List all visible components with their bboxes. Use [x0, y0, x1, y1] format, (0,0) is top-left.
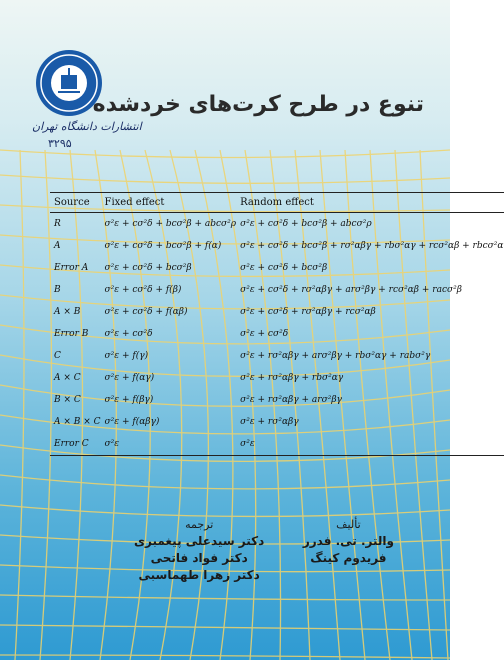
- source-cell: Error A: [54, 263, 89, 273]
- fixed-effect-cell: σ²ε: [104, 439, 120, 449]
- source-cell: Error B: [54, 329, 89, 339]
- table-row: [50, 279, 504, 301]
- random-effect-cell: σ²ε + cσ²δ + bcσ²β + abcσ²ρ: [240, 219, 372, 229]
- column-header-source: Source: [54, 197, 90, 208]
- source-cell: A: [54, 241, 61, 251]
- source-cell: R: [54, 219, 61, 229]
- source-cell: B: [54, 285, 61, 295]
- source-cell: C: [54, 351, 61, 361]
- column-header-random-effect: Random effect: [240, 197, 314, 208]
- random-effect-cell: σ²ε + cσ²δ: [240, 329, 289, 339]
- random-effect-cell: σ²ε + rσ²αβγ + arσ²βγ: [240, 395, 342, 405]
- authors-role-label: تألیف: [336, 518, 361, 531]
- fixed-effect-cell: σ²ε + cσ²δ + bcσ²β: [104, 263, 192, 273]
- random-effect-cell: σ²ε + rσ²αβγ: [240, 417, 299, 427]
- fixed-effect-cell: σ²ε + cσ²δ + f(β): [104, 285, 182, 295]
- fixed-effect-cell: σ²ε + cσ²δ: [104, 329, 153, 339]
- source-cell: A × C: [54, 373, 81, 383]
- table-row: [50, 345, 504, 367]
- fixed-effect-cell: σ²ε + cσ²δ + bcσ²β + abcσ²ρ: [104, 219, 237, 229]
- random-effect-cell: σ²ε + cσ²δ + rσ²αβγ + arσ²βγ + rcσ²αβ + racσ²β: [240, 285, 462, 295]
- random-effect-cell: σ²ε + rσ²αβγ + rbσ²αγ: [240, 373, 344, 383]
- author-name: والتر. تی. فدرر: [302, 534, 394, 548]
- fixed-effect-cell: σ²ε + cσ²δ + bcσ²β + f(α): [104, 241, 222, 251]
- table-header-row: [50, 193, 504, 213]
- fixed-effect-cell: σ²ε + f(αγ): [104, 373, 155, 383]
- translators-block: [134, 516, 264, 584]
- fixed-effect-cell: σ²ε + cσ²δ + f(αβ): [104, 307, 188, 317]
- table-row: [50, 323, 504, 345]
- fixed-effect-cell: σ²ε + f(αβγ): [104, 417, 160, 427]
- source-cell: Error C: [54, 439, 89, 449]
- translator-name: دکتر زهرا طهماسبی: [138, 568, 260, 582]
- random-effect-cell: σ²ε + cσ²δ + bcσ²β: [240, 263, 328, 273]
- table-row: [50, 213, 504, 236]
- table-row: [50, 389, 504, 411]
- translator-name: دکتر فواد فاتحی: [150, 551, 248, 565]
- table-row: [50, 235, 504, 257]
- expected-mean-squares-table: [50, 192, 504, 456]
- source-cell: B × C: [54, 395, 81, 405]
- author-name: فریدوم کینگ: [310, 551, 387, 565]
- book-title: تنوع در طرح کرت‌های خردشده: [92, 92, 424, 117]
- table-row: [50, 301, 504, 323]
- table-row: [50, 367, 504, 389]
- table-row: [50, 433, 504, 456]
- translator-name: دکتر سیدعلی پیغمبری: [134, 534, 265, 548]
- source-cell: A × B × C: [54, 417, 101, 427]
- publisher-name: انتشارات دانشگاه تهران: [32, 120, 142, 133]
- fixed-effect-cell: σ²ε + f(γ): [104, 351, 149, 361]
- fixed-effect-cell: σ²ε + f(βγ): [104, 395, 154, 405]
- random-effect-cell: σ²ε + cσ²δ + rσ²αβγ + rcσ²αβ: [240, 307, 376, 317]
- source-cell: A × B: [54, 307, 81, 317]
- random-effect-cell: σ²ε + rσ²αβγ + arσ²βγ + rbσ²αγ + rabσ²γ: [240, 351, 431, 361]
- publication-number: ۳۲۹۵: [48, 137, 72, 150]
- table-row: [50, 411, 504, 433]
- random-effect-cell: σ²ε + cσ²δ + bcσ²β + rσ²αβγ + rbσ²αγ + rcσ²αβ + rbcσ²α: [240, 241, 504, 251]
- random-effect-cell: σ²ε: [240, 439, 255, 449]
- authors-block: [303, 516, 394, 567]
- table-row: [50, 257, 504, 279]
- column-header-fixed-effect: Fixed effect: [104, 197, 165, 208]
- translators-role-label: ترجمه: [185, 518, 214, 531]
